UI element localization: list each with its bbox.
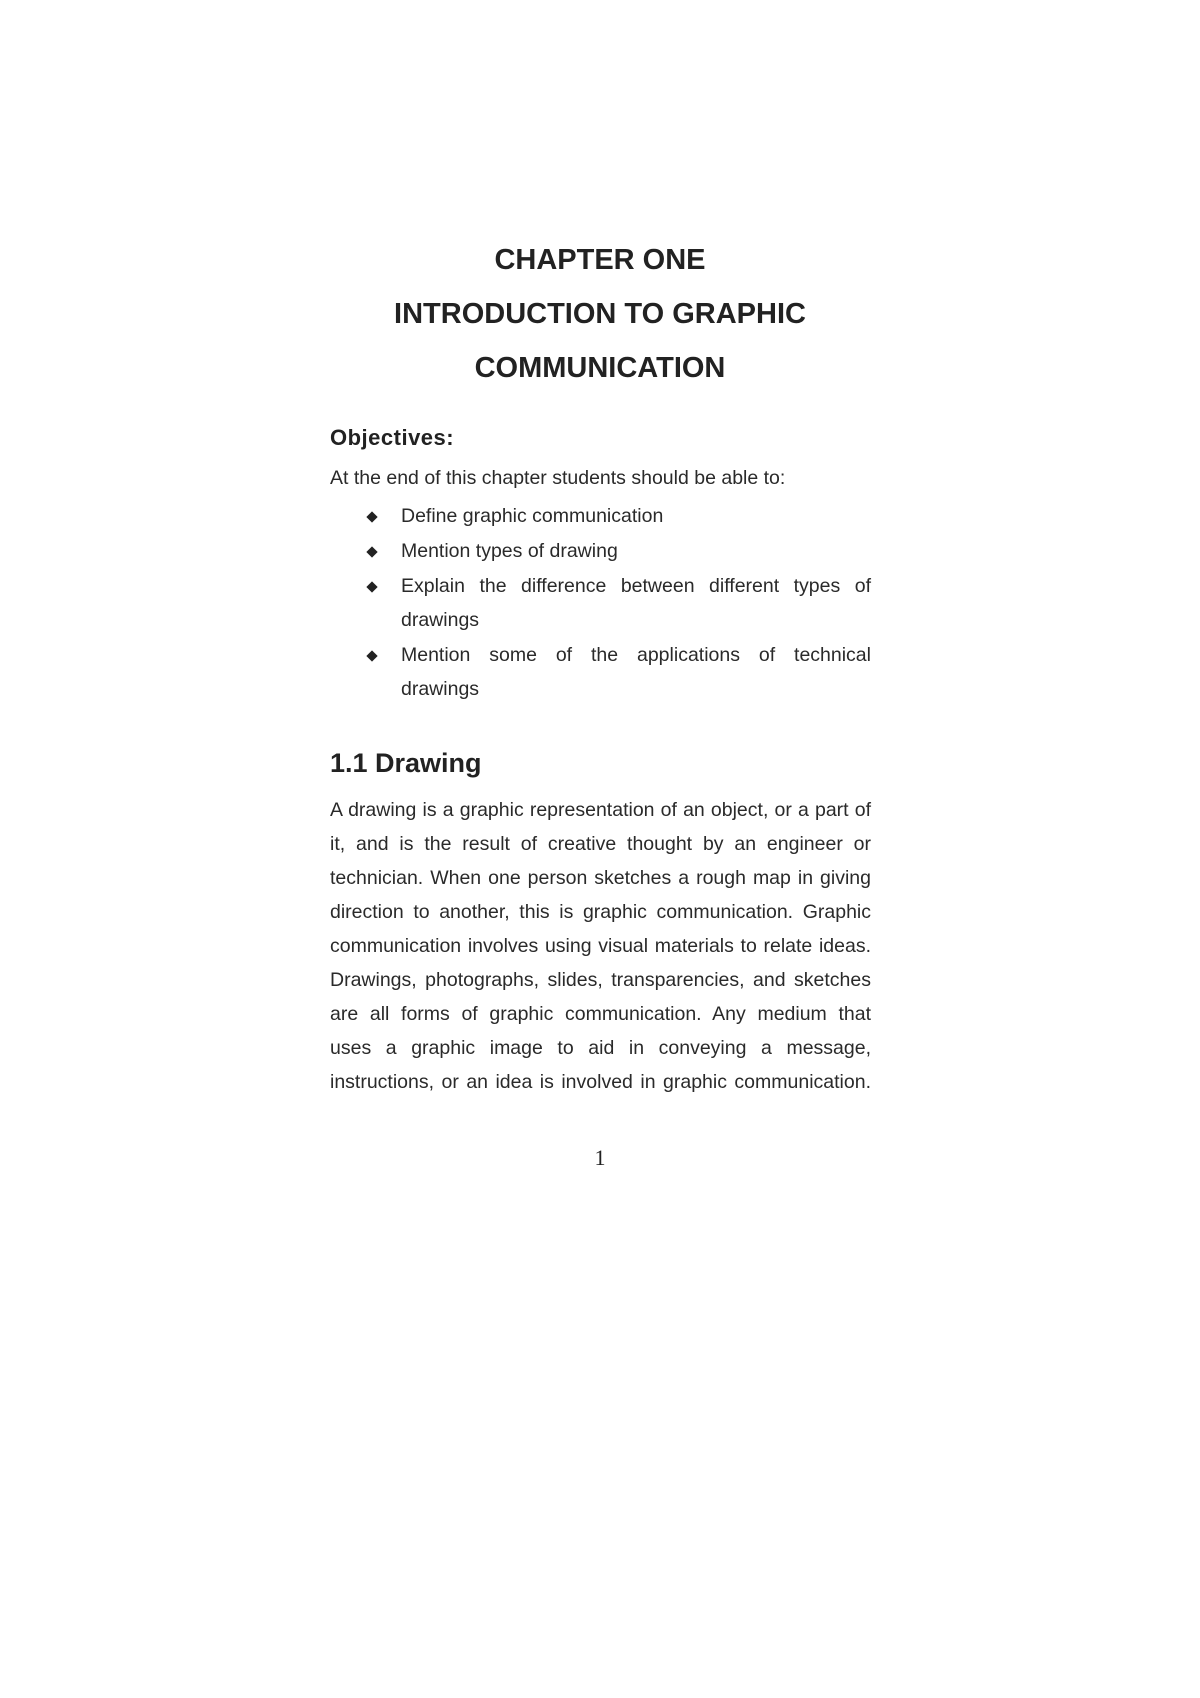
paragraph-line: direction to another, this is graphic communication. Graphic <box>330 901 871 923</box>
objectives-list <box>330 499 871 706</box>
paragraph-line: A drawing is a graphic representation of an object, or a part of <box>330 799 871 821</box>
page-number: 1 <box>594 1145 606 1170</box>
bullet-diamond-icon <box>366 650 377 661</box>
chapter-number: CHAPTER ONE <box>494 244 706 276</box>
bullet-diamond-icon <box>366 581 377 592</box>
chapter-title <box>330 233 870 395</box>
chapter-title-line-1: INTRODUCTION TO GRAPHIC <box>394 298 806 330</box>
section-heading: 1.1 Drawing <box>330 748 482 778</box>
objective-text <box>401 638 871 706</box>
paragraph-line: it, and is the result of creative thought by an engineer or <box>330 833 871 855</box>
objective-item <box>330 534 871 568</box>
objective-text: Mention types of drawing <box>401 540 618 562</box>
paragraph-line: are all forms of graphic communication. Any medium that <box>330 1003 871 1025</box>
objective-text: Define graphic communication <box>401 505 664 527</box>
objectives-heading: Objectives: <box>330 425 455 450</box>
objective-item <box>330 638 871 706</box>
objective-item <box>330 569 871 637</box>
objective-text-line: drawings <box>401 609 480 631</box>
objective-text <box>401 569 871 637</box>
objective-text-line: drawings <box>401 678 480 700</box>
objective-text-line: Explain the difference between different types of <box>401 575 871 597</box>
objectives-intro: At the end of this chapter students should be able to: <box>330 467 786 489</box>
objective-item <box>330 499 871 533</box>
chapter-title-line-2: COMMUNICATION <box>474 352 726 384</box>
paragraph-line: communication involves using visual materials to relate ideas. <box>330 935 871 957</box>
paragraph-line: instructions, or an idea is involved in graphic communication. <box>330 1071 871 1093</box>
objective-text-line: Mention some of the applications of technical <box>401 644 871 666</box>
body-paragraph <box>330 793 871 1099</box>
paragraph-line: Drawings, photographs, slides, transparencies, and sketches <box>330 969 871 991</box>
bullet-diamond-icon <box>366 546 377 557</box>
paragraph-line: technician. When one person sketches a rough map in giving <box>330 867 871 889</box>
bullet-diamond-icon <box>366 511 377 522</box>
paragraph-line: uses a graphic image to aid in conveying a message, <box>330 1037 871 1059</box>
